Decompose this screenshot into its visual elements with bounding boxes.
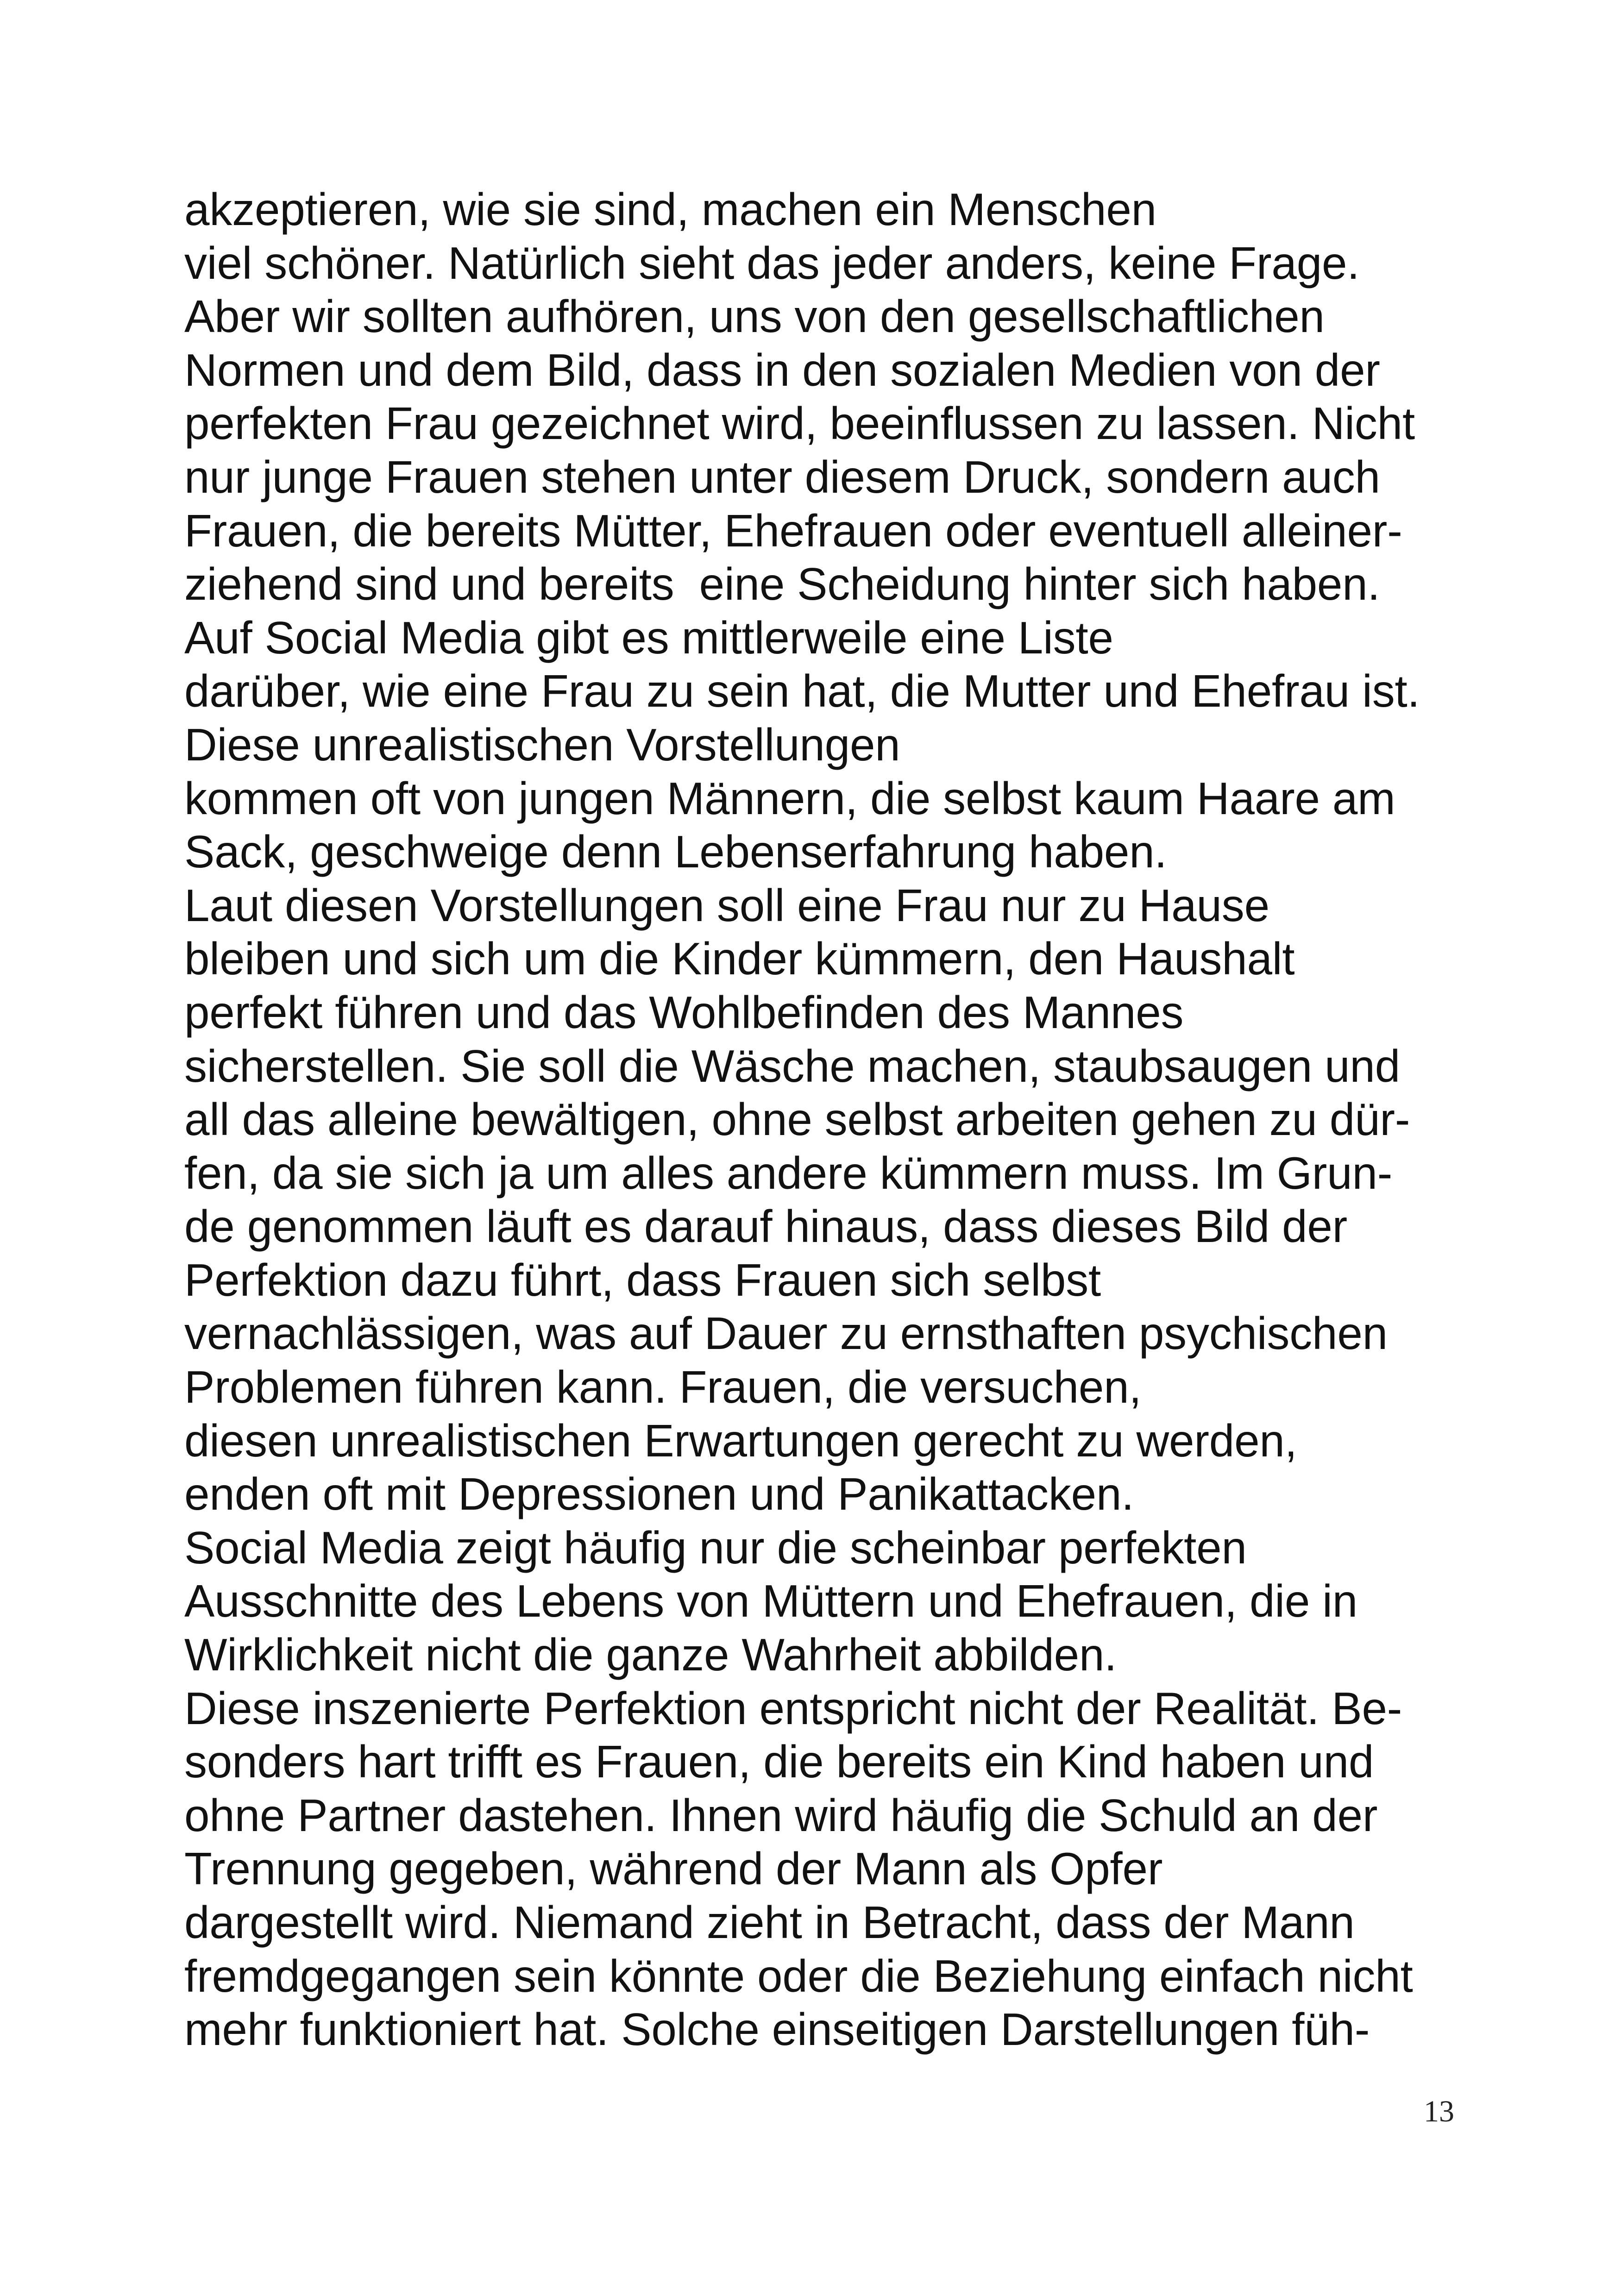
text-line: darüber, wie eine Frau zu sein hat, die Mutter und Ehefrau ist. (184, 665, 1420, 717)
text-line: Wirklichkeit nicht die ganze Wahrheit abbilden. (184, 1629, 1117, 1681)
text-line: de genommen läuft es darauf hinaus, dass dieses Bild der (184, 1201, 1348, 1252)
text-line: Trennung gegeben, während der Mann als Opfer (184, 1843, 1163, 1895)
text-line: Ausschnitte des Lebens von Müttern und Ehefrauen, die in (184, 1575, 1358, 1627)
text-line: vernachlässigen, was auf Dauer zu ernsthaften psychischen (184, 1308, 1388, 1359)
page-number: 13 (1424, 2095, 1454, 2128)
text-line: akzeptieren, wie sie sind, machen ein Menschen (184, 184, 1156, 235)
text-line: nur junge Frauen stehen unter diesem Druck, sondern auch (184, 451, 1380, 502)
text-line: ziehend sind und bereits eine Scheidung hinter sich haben. (184, 558, 1380, 610)
body-text (184, 183, 1463, 2057)
text-line: Social Media zeigt häufig nur die scheinbar perfekten (184, 1522, 1247, 1573)
text-line: Auf Social Media gibt es mittlerweile eine Liste (184, 612, 1113, 663)
text-line: sicherstellen. Sie soll die Wäsche machen, staubsaugen und (184, 1040, 1401, 1092)
text-line: all das alleine bewältigen, ohne selbst arbeiten gehen zu dür- (184, 1094, 1410, 1145)
text-line: Aber wir sollten aufhören, uns von den gesellschaftlichen (184, 291, 1325, 342)
text-line: Diese unrealistischen Vorstellungen (184, 719, 900, 770)
text-line: perfekt führen und das Wohlbefinden des Mannes (184, 986, 1184, 1038)
text-line: Laut diesen Vorstellungen soll eine Frau nur zu Hause (184, 879, 1269, 931)
text-line: ohne Partner dastehen. Ihnen wird häufig die Schuld an der (184, 1789, 1378, 1841)
text-line: Normen und dem Bild, dass in den sozialen Medien von der (184, 344, 1380, 395)
text-line: enden oft mit Depressionen und Panikattacken. (184, 1468, 1134, 1520)
text-line: kommen oft von jungen Männern, die selbst kaum Haare am (184, 772, 1395, 824)
text-line: Frauen, die bereits Mütter, Ehefrauen oder eventuell alleiner- (184, 505, 1402, 556)
text-line: diesen unrealistischen Erwartungen gerecht zu werden, (184, 1415, 1297, 1466)
text-line: Perfektion dazu führt, dass Frauen sich selbst (184, 1254, 1101, 1305)
text-line: dargestellt wird. Niemand zieht in Betracht, dass der Mann (184, 1897, 1355, 1948)
text-line: mehr funktioniert hat. Solche einseitigen Darstellungen füh- (184, 2004, 1370, 2055)
text-line: sonders hart trifft es Frauen, die bereits ein Kind haben und (184, 1736, 1374, 1788)
text-line: Sack, geschweige denn Lebenserfahrung haben. (184, 826, 1167, 878)
text-line: fremdgegangen sein könnte oder die Beziehung einfach nicht (184, 1950, 1413, 2001)
text-line: perfekten Frau gezeichnet wird, beeinflussen zu lassen. Nicht (184, 398, 1415, 449)
text-line: fen, da sie sich ja um alles andere kümmern muss. Im Grun- (184, 1147, 1393, 1198)
text-line: bleiben und sich um die Kinder kümmern, den Haushalt (184, 933, 1295, 985)
text-line: Diese inszenierte Perfektion entspricht nicht der Realität. Be- (184, 1682, 1402, 1734)
text-line: viel schöner. Natürlich sieht das jeder anders, keine Frage. (184, 237, 1360, 289)
text-line: Problemen führen kann. Frauen, die versuchen, (184, 1361, 1142, 1413)
